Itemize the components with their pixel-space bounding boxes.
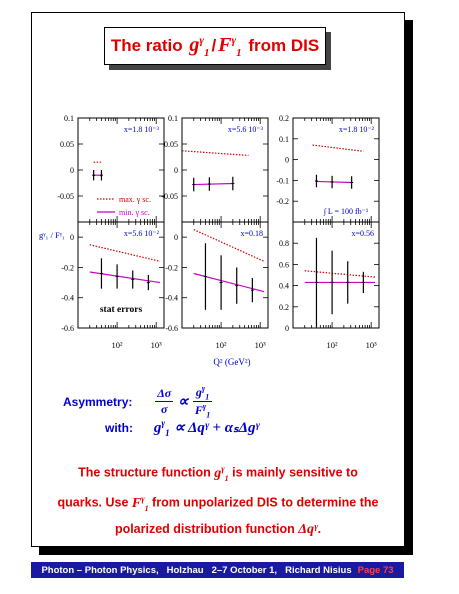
luminosity-label: ∫ L = 100 fb⁻¹ bbox=[323, 207, 369, 216]
x-tick-label: 10² bbox=[111, 340, 123, 350]
y-tick-label: 0 bbox=[70, 166, 74, 175]
title-slash: / bbox=[211, 36, 217, 55]
asymmetry-equation bbox=[63, 384, 212, 420]
legend-min-label: min. γ sc. bbox=[119, 208, 150, 217]
y-axis-label: gᵞ₁ / Fᵞ₁ bbox=[38, 230, 66, 240]
y-tick-label: 0 bbox=[174, 233, 178, 243]
with-equation bbox=[105, 418, 259, 438]
with-lhs: $g^\gamma_1$ bbox=[153, 418, 170, 438]
y-tick-label: -0.4 bbox=[61, 293, 74, 303]
y-tick-label: 0.8 bbox=[279, 239, 289, 249]
footer-place: Holzhau bbox=[166, 564, 204, 576]
title-F1: $F^\gamma_1$ bbox=[218, 33, 242, 59]
x-tick-label: 10² bbox=[215, 340, 227, 350]
y-tick-label: 0.2 bbox=[279, 302, 289, 312]
max-scale-curve bbox=[305, 271, 375, 277]
y-tick-label: -0.1 bbox=[276, 176, 289, 186]
y-tick-label: -0.6 bbox=[165, 324, 178, 333]
x-tick-label: 10³ bbox=[150, 340, 162, 350]
min-scale-curve bbox=[316, 181, 351, 182]
x-axis-label: Q² (GeV²) bbox=[213, 357, 251, 367]
y-tick-label: -0.05 bbox=[57, 192, 74, 201]
y-tick-label: 0 bbox=[285, 155, 289, 165]
y-tick-label: 0.1 bbox=[279, 134, 289, 144]
panel-label: x=5.6 10⁻³ bbox=[227, 125, 263, 134]
panel-label: x=5.6 10⁻² bbox=[123, 229, 159, 238]
y-tick-label: 0 bbox=[174, 166, 178, 175]
panel-label: x=0.56 bbox=[351, 229, 374, 238]
footer-bar bbox=[31, 562, 404, 578]
y-tick-label: 0.1 bbox=[168, 114, 178, 123]
x-tick-label: 10² bbox=[326, 340, 338, 350]
footer-event: Photon – Photon Physics, bbox=[41, 564, 159, 576]
y-tick-label: -0.2 bbox=[165, 263, 178, 273]
footer-author: Richard Nisius bbox=[285, 564, 352, 576]
panel-label: x=0.18 bbox=[240, 229, 263, 238]
max-scale-curve bbox=[313, 145, 364, 151]
asymmetry-label: Asymmetry: bbox=[63, 395, 133, 410]
footer-page-number: Page 73 bbox=[357, 564, 394, 576]
g1-over-F1-fraction: $\frac{g^\gamma_1}{F^\gamma_1}$ bbox=[194, 384, 211, 420]
panel-label: x=1.8 10⁻³ bbox=[123, 125, 159, 134]
y-tick-label: 0 bbox=[285, 324, 289, 333]
y-tick-label: 0 bbox=[70, 233, 74, 243]
title-g1: $g^\gamma_1$ bbox=[189, 33, 210, 59]
title-prefix: The ratio bbox=[110, 36, 183, 55]
y-tick-label: 0.05 bbox=[164, 140, 178, 149]
summary-line-1: The structure function $g^\gamma_1$ is mainly sensitive to bbox=[78, 464, 358, 483]
stat-errors-label: stat errors bbox=[99, 305, 143, 315]
y-tick-label: -0.05 bbox=[161, 192, 178, 201]
max-scale-curve bbox=[182, 151, 248, 156]
min-scale-curve bbox=[194, 184, 233, 185]
y-tick-label: 0.6 bbox=[279, 260, 289, 270]
y-tick-label: -0.4 bbox=[165, 293, 178, 303]
with-label: with: bbox=[105, 421, 133, 435]
y-tick-label: -0.2 bbox=[61, 263, 74, 273]
summary-line-2: quarks. Use $F^\gamma_1$ from unpolarized DIS to determine the bbox=[57, 494, 379, 513]
with-rhs: ∝ Δqᵞ + αₛΔgᵞ bbox=[174, 420, 260, 436]
summary-line-3: polarized distribution function Δqᵞ. bbox=[114, 521, 322, 537]
y-tick-label: 0.05 bbox=[60, 140, 74, 149]
asymmetry-fraction: $\frac{\Delta\sigma}{\sigma}$ bbox=[157, 386, 172, 417]
legend-max-label: max. γ sc. bbox=[119, 195, 151, 204]
title-suffix: from DIS bbox=[248, 36, 320, 55]
propto-symbol: ∝ bbox=[177, 394, 189, 411]
summary-text bbox=[31, 458, 405, 540]
footer-dates: 2–7 October 1, bbox=[211, 564, 278, 576]
y-tick-label: 0.1 bbox=[64, 114, 74, 123]
y-tick-label: -0.2 bbox=[276, 197, 289, 207]
y-tick-label: 0.2 bbox=[279, 114, 289, 123]
x-tick-label: 10³ bbox=[365, 340, 377, 350]
y-tick-label: 0.4 bbox=[279, 281, 289, 291]
panel-label: x=1.8 10⁻² bbox=[338, 125, 374, 134]
x-tick-label: 10³ bbox=[254, 340, 266, 350]
max-scale-curve bbox=[90, 245, 160, 262]
y-tick-label: -0.6 bbox=[61, 324, 74, 333]
